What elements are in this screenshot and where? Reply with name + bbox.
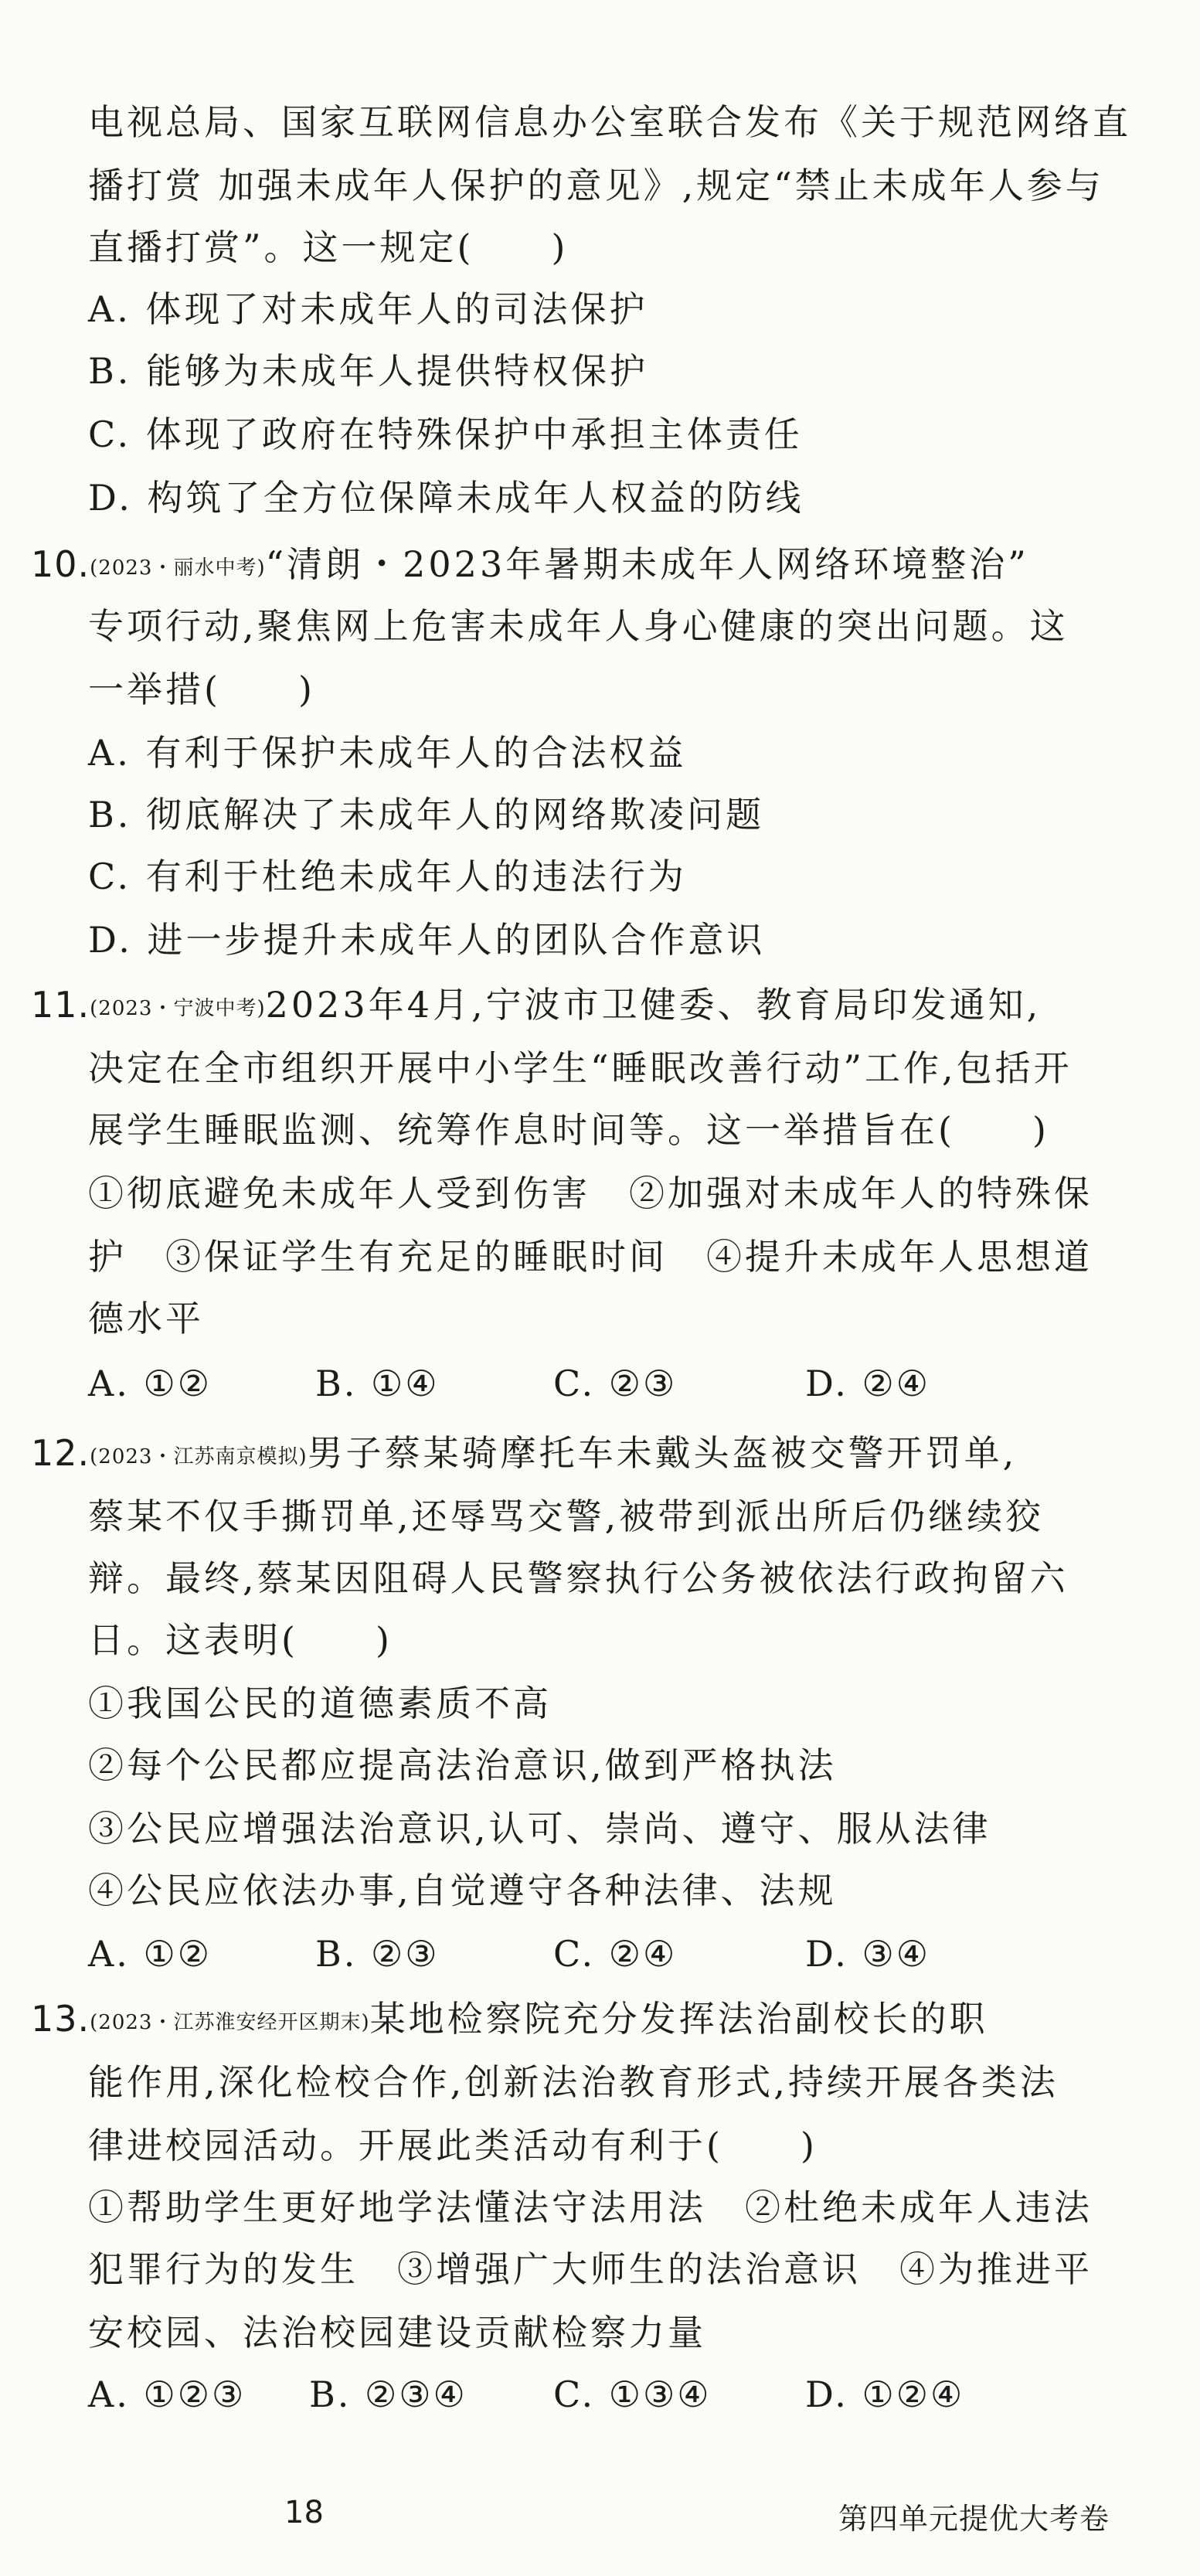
q11-stem-start: 2023年4月,宁波市卫健委、教育局印发通知, bbox=[265, 984, 1042, 1026]
question-source: (2023・江苏南京模拟) bbox=[90, 1445, 308, 1468]
question-number: 10. bbox=[31, 543, 90, 585]
page-number: 18 bbox=[284, 2495, 324, 2530]
q9-option-c: C. 体现了政府在特殊保护中承担主体责任 bbox=[88, 413, 803, 455]
q12-stem-start: 男子蔡某骑摩托车未戴头盔被交警开罚单, bbox=[307, 1432, 1018, 1474]
q11-option-b: B. ①④ bbox=[315, 1363, 440, 1404]
q12-line-4: 日。这表明( ) bbox=[88, 1619, 393, 1661]
q12-statement-1: ①我国公民的道德素质不高 bbox=[88, 1683, 552, 1724]
q13-option-a: A. ①②③ bbox=[88, 2374, 246, 2415]
q11-line-4: ①彻底避免未成年人受到伤害 ②加强对未成年人的特殊保 bbox=[88, 1172, 1093, 1214]
q10-line-3: 一举措( ) bbox=[88, 669, 315, 710]
q10-option-b: B. 彻底解决了未成年人的网络欺凌问题 bbox=[88, 794, 765, 835]
q13-option-b: B. ②③④ bbox=[309, 2374, 467, 2415]
question-source: (2023・江苏淮安经开区期末) bbox=[90, 2011, 370, 2034]
q12-statement-4: ④公民应依法办事,自觉遵守各种法律、法规 bbox=[88, 1870, 837, 1911]
q12-options bbox=[0, 1931, 1200, 1977]
question-source: (2023・丽水中考) bbox=[90, 556, 266, 580]
q9-line-2: 播打赏 加强未成年人保护的意见》,规定“禁止未成年人参与 bbox=[88, 165, 1104, 206]
q11-option-a: A. ①② bbox=[88, 1363, 212, 1404]
q13-line-6: 安校园、法治校园建设贡献检察力量 bbox=[88, 2312, 706, 2353]
q10-stem-start: “清朗・2023年暑期未成年人网络环境整治” bbox=[265, 543, 1029, 585]
footer-title: 第四单元提优大考卷 bbox=[838, 2502, 1110, 2536]
q9-option-d: D. 构筑了全方位保障未成年人权益的防线 bbox=[88, 477, 804, 519]
q10-line-2: 专项行动,聚焦网上危害未成年人身心健康的突出问题。这 bbox=[88, 605, 1069, 647]
q9-option-a: A. 体现了对未成年人的司法保护 bbox=[88, 288, 648, 330]
q12-option-d: D. ③④ bbox=[805, 1933, 930, 1975]
q12-line-2: 蔡某不仅手撕罚单,还辱骂交警,被带到派出所后仍继续狡 bbox=[88, 1496, 1045, 1537]
question-number: 11. bbox=[31, 984, 90, 1026]
q13-stem-start: 某地检察院充分发挥法治副校长的职 bbox=[369, 1998, 988, 2040]
q12-option-a: A. ①② bbox=[88, 1933, 212, 1975]
q12-statement-3: ③公民应增强法治意识,认可、崇尚、遵守、服从法律 bbox=[88, 1808, 991, 1849]
q9-line-1: 电视总局、国家互联网信息办公室联合发布《关于规范网络直 bbox=[88, 101, 1131, 143]
q11-line-3: 展学生睡眠监测、统筹作息时间等。这一举措旨在( ) bbox=[88, 1109, 1049, 1151]
q9-line-3: 直播打赏”。这一规定( ) bbox=[88, 226, 569, 268]
q12-statement-2: ②每个公民都应提高法治意识,做到严格执法 bbox=[88, 1744, 837, 1786]
q11-line-6: 德水平 bbox=[88, 1298, 204, 1339]
q13-first-line bbox=[31, 1996, 988, 2046]
q13-line-2: 能作用,深化检校合作,创新法治教育形式,持续开展各类法 bbox=[88, 2061, 1059, 2103]
q11-line-2: 决定在全市组织开展中小学生“睡眠改善行动”工作,包括开 bbox=[88, 1047, 1073, 1089]
q12-line-3: 辩。最终,蔡某因阻碍人民警察执行公务被依法行政拘留六 bbox=[88, 1557, 1069, 1599]
q13-option-c: C. ①③④ bbox=[553, 2374, 712, 2415]
q12-option-c: C. ②④ bbox=[553, 1933, 678, 1975]
q10-option-a: A. 有利于保护未成年人的合法权益 bbox=[88, 732, 687, 774]
q13-options bbox=[0, 2371, 1200, 2418]
question-number: 13. bbox=[31, 1998, 90, 2040]
q13-option-d: D. ①②④ bbox=[805, 2374, 965, 2415]
q12-first-line bbox=[31, 1430, 1017, 1480]
question-number: 12. bbox=[31, 1432, 90, 1474]
q10-first-line bbox=[31, 541, 1029, 591]
question-source: (2023・宁波中考) bbox=[90, 997, 266, 1020]
q13-line-5: 犯罪行为的发生 ③增强广大师生的法治意识 ④为推进平 bbox=[88, 2248, 1093, 2290]
q11-option-d: D. ②④ bbox=[805, 1363, 930, 1404]
q11-options bbox=[0, 1360, 1200, 1407]
q11-option-c: C. ②③ bbox=[553, 1363, 678, 1404]
q11-line-5: 护 ③保证学生有充足的睡眠时间 ④提升未成年人思想道 bbox=[88, 1236, 1093, 1278]
q9-option-b: B. 能够为未成年人提供特权保护 bbox=[88, 350, 649, 392]
q12-option-b: B. ②③ bbox=[315, 1933, 440, 1975]
q13-line-3: 律进校园活动。开展此类活动有利于( ) bbox=[88, 2125, 818, 2166]
q13-line-4: ①帮助学生更好地学法懂法守法用法 ②杜绝未成年人违法 bbox=[88, 2186, 1093, 2228]
q10-option-d: D. 进一步提升未成年人的团队合作意识 bbox=[88, 919, 766, 961]
q10-option-c: C. 有利于杜绝未成年人的违法行为 bbox=[88, 856, 687, 897]
q11-first-line bbox=[31, 982, 1041, 1032]
